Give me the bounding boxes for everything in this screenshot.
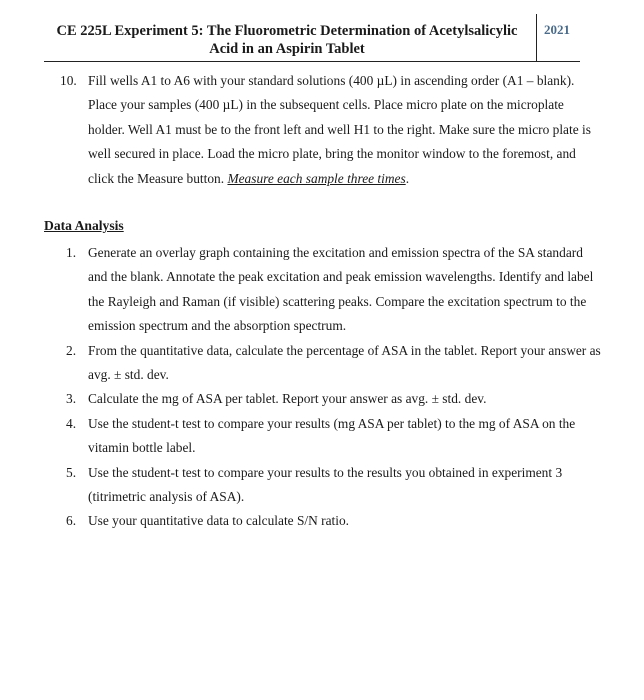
list-item	[66, 412, 602, 461]
list-item-number: 4.	[66, 415, 77, 431]
list-item-text: Generate an overlay graph containing the excitation and emission spectra of the SA standard and the blank. Annotate the peak excitation and peak emission wavelengths. Identify and label the Rayleigh and Raman (if visible) scattering peaks. Compare the excitation spectrum to the emission spectrum and the absorption spectrum.	[88, 245, 594, 334]
list-item	[66, 509, 602, 533]
list-item-text: Calculate the mg of ASA per tablet. Report your answer as avg. ± std. dev.	[88, 391, 487, 407]
step-body: Fill wells A1 to A6 with your standard solutions (400 µL) in ascending order (A1 – blank). Place your samples (400 µL) in the subsequent cells. Place micro plate on the microplate holder. Well A1 must be to the front left and well H1 to the right. Make sure the micro plate is well secured in place. Load the micro plate, bring the monitor window to the foremost, and click the Measure button.	[88, 73, 591, 186]
list-item-number: 3.	[66, 391, 77, 407]
step-emphasis: Measure each sample three times	[227, 170, 406, 186]
document-title	[40, 22, 534, 58]
list-item-text: Use the student-t test to compare your results (mg ASA per tablet) to the mg of ASA on the vitamin bottle label.	[88, 415, 576, 456]
list-item-number: 1.	[66, 245, 77, 260]
list-item-text: From the quantitative data, calculate the percentage of ASA in the tablet. Report your answer as avg. ± std. dev.	[88, 342, 601, 383]
list-item	[66, 461, 602, 510]
list-item	[66, 339, 602, 388]
document-header	[40, 14, 614, 62]
document-year: 2021	[544, 22, 570, 37]
title-line-1: CE 225L Experiment 5: The Fluorometric Determination of Acetylsalicylic	[56, 23, 518, 39]
header-divider	[536, 14, 537, 62]
list-item-number: 2.	[66, 342, 77, 358]
list-item-text: Use the student-t test to compare your results to the results you obtained in experiment 3 (titrimetric analysis of ASA).	[88, 464, 563, 505]
list-item	[66, 241, 602, 339]
list-item-text: Use your quantitative data to calculate S/N ratio.	[88, 513, 350, 529]
procedure-step-10	[60, 69, 600, 191]
list-item	[66, 387, 602, 411]
step-number: 10.	[60, 73, 77, 88]
step-end: .	[405, 170, 410, 186]
title-line-2: Acid in an Aspirin Tablet	[209, 41, 365, 57]
header-rule	[44, 61, 580, 62]
list-item-number: 6.	[66, 513, 77, 529]
section-title-data-analysis: Data Analysis	[44, 218, 124, 233]
list-item-number: 5.	[66, 464, 77, 480]
step-text	[88, 69, 600, 191]
data-analysis-list	[66, 241, 602, 534]
